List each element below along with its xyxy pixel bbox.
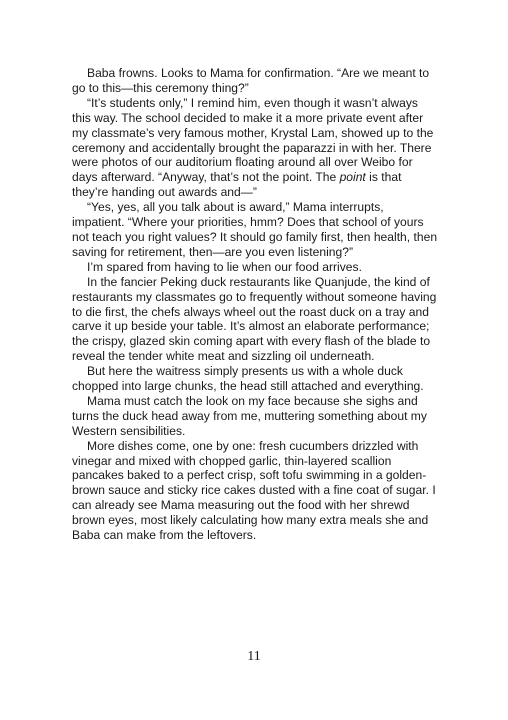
paragraph-3: “Yes, yes, all you talk about is award,” Mama interrupts, impatient. “Where your priorities, hmm? Does that school of yours not teach you right values? It should go family first, then health, then saving for retirement, then—are you even listening?” — [72, 200, 438, 259]
paragraph-5: In the fancier Peking duck restaurants like Quanjude, the kind of restaurants my classmates go to frequently without someone having to die first, the chefs always wheel out the roast duck on a tray and carve it up beside your table. It’s almost an elaborate performance; the crispy, glazed skin coming apart with every flash of the blade to reveal the tender white meat and sizzling oil underneath. — [72, 274, 437, 364]
page-number: 11 — [247, 649, 261, 664]
paragraph-2-text: “It’s students only,” I remind him, even though it wasn’t always this way. The school decided to make it a more private event after my classmate’s very famous mother, Krystal Lam, showed up to the ceremony and accidentally brought the paparazzi in with her. There were photos of our auditorium floating around all over Weibo for days afterward. “Anyway, that’s not the point. The — [72, 95, 434, 185]
paragraph-6: But here the waitress simply presents us with a whole duck chopped into large chunks, the head still attached and everything. — [72, 364, 424, 394]
paragraph-2-tail: is that they’re handing out awards and—” — [72, 170, 402, 200]
paragraph-2 — [72, 96, 438, 200]
emphasis-point: point — [339, 170, 366, 185]
paragraph-4: I’m spared from having to lie when our food arrives. — [87, 259, 362, 274]
body-text — [72, 66, 438, 543]
paragraph-8: More dishes come, one by one: fresh cucumbers drizzled with vinegar and mixed with chopped garlic, thin-layered scallion pancakes baked to a perfect crisp, soft tofu swimming in a golden-brown sauce and sticky rice cakes dusted with a fine coat of sugar. I can already see Mama measuring out the food with her shrewd brown eyes, most likely calculating how many extra meals she and Baba can make from the leftovers. — [72, 438, 436, 543]
paragraph-7: Mama must catch the look on my face because she sighs and turns the duck head away from me, muttering something about my Western sensibilities. — [72, 393, 427, 438]
paragraph-1: Baba frowns. Looks to Mama for confirmation. “Are we meant to go to this—this ceremony thing?” — [72, 66, 430, 95]
